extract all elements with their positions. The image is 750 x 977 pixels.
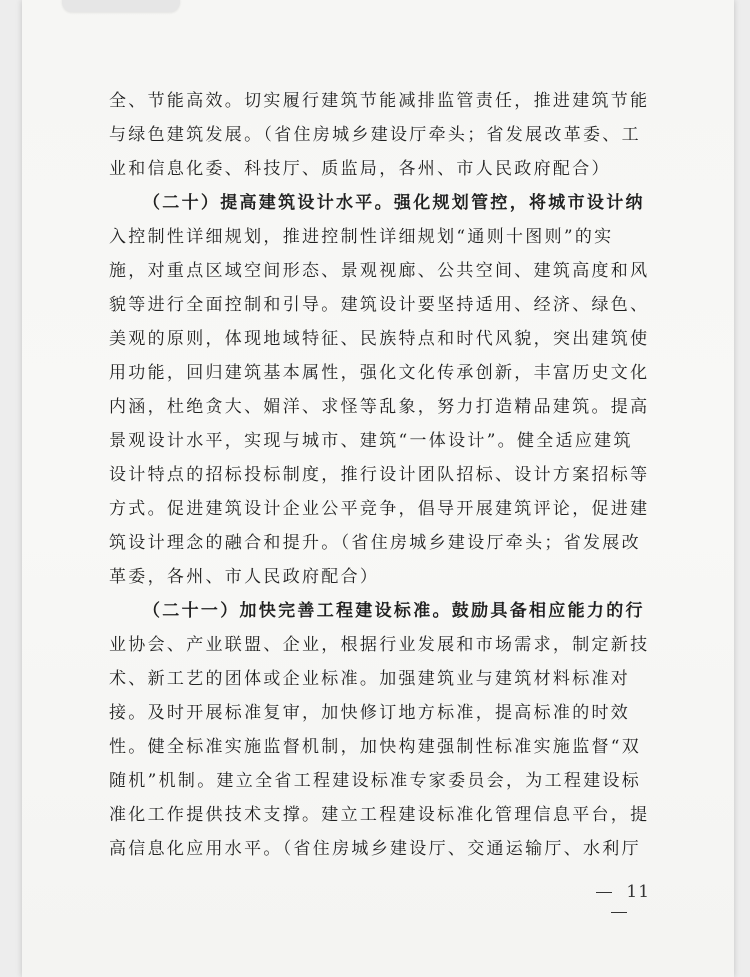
text-line-10: 内涵，杜绝贪大、媚洋、求怪等乱象，努力打造精品建筑。提高 — [109, 397, 650, 417]
text-line-15: 革委，各州、市人民政府配合） — [109, 567, 380, 587]
text-line-8: 美观的原则，体现地域特征、民族特点和时代风貌，突出建筑使 — [109, 329, 650, 349]
text-line-14: 筑设计理念的融合和提升。（省住房城乡建设厅牵头；省发展改 — [109, 533, 641, 553]
text-line-13: 方式。促进建筑设计企业公平竞争，倡导开展建筑评论，促进建 — [109, 499, 650, 519]
text-line-22: 准化工作提供技术支撑。建立工程建设标准化管理信息平台，提 — [109, 805, 650, 825]
text-line-11: 景观设计水平，实现与城市、建筑“一体设计”。健全适应建筑 — [109, 431, 633, 451]
text-line-9: 用功能，回归建筑基本属性，强化文化传承创新，丰富历史文化 — [109, 363, 650, 383]
page-number-right-dash — [611, 912, 627, 913]
text-line-18: 术、新工艺的团体或企业标准。加强建筑业与建筑材料标准对 — [109, 669, 631, 689]
text-line-7: 貌等进行全面控制和引导。建筑设计要坚持适用、经济、绿色、 — [109, 295, 650, 315]
page-number-left-dash — [596, 892, 612, 893]
text-line-17: 业协会、产业联盟、企业，根据行业发展和市场需求，制定新技 — [109, 635, 650, 655]
text-line-23: 高信息化应用水平。（省住房城乡建设厅、交通运输厅、水利厅 — [109, 839, 641, 859]
text-line-1: 全、节能高效。切实履行建筑节能减排监管责任，推进建筑节能 — [109, 91, 650, 111]
text-line-19: 接。及时开展标准复审，加快修订地方标准，提高标准的时效 — [109, 703, 631, 723]
page-number-text: 11 — [626, 882, 651, 902]
text-line-12: 设计特点的招标投标制度，推行设计团队招标、设计方案招标等 — [109, 465, 650, 485]
text-line-6: 施，对重点区域空间形态、景观视廊、公共空间、建筑高度和风 — [109, 261, 650, 281]
text-line-5: 入控制性详细规划，推进控制性详细规划“通则十图则”的实 — [109, 227, 614, 247]
section-21-heading-line: （二十一）加快完善工程建设标准。鼓励具备相应能力的行 — [143, 601, 645, 621]
page-number — [574, 882, 664, 922]
text-line-21: 随机”机制。建立全省工程建设标准专家委员会，为工程建设标 — [109, 771, 642, 791]
section-20-heading-line: （二十）提高建筑设计水平。强化规划管控，将城市设计纳 — [143, 193, 645, 213]
text-line-3: 业和信息化委、科技厅、质监局，各州、市人民政府配合） — [109, 159, 611, 179]
document-page — [22, 0, 734, 977]
text-line-20: 性。健全标准实施监督机制，加快构建强制性标准实施监督“双 — [109, 737, 642, 757]
top-tab — [62, 0, 180, 12]
text-line-2: 与绿色建筑发展。（省住房城乡建设厅牵头；省发展改革委、工 — [109, 125, 641, 145]
